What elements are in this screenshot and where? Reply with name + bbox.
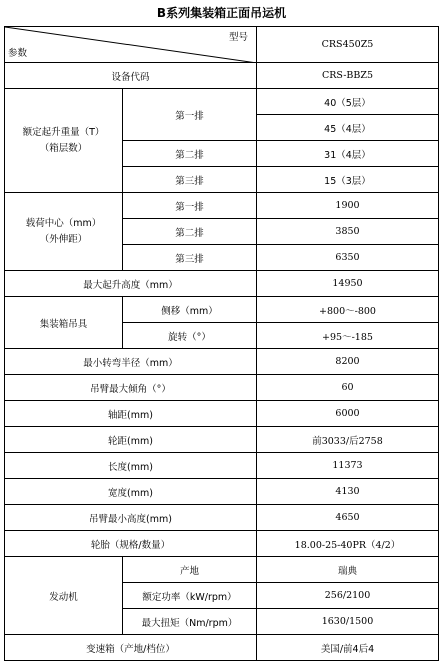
load-center-label-line2: （外伸距） [39, 233, 88, 245]
load-center-row3-label: 第三排 [123, 245, 257, 271]
table-row [5, 401, 439, 427]
tyres-label: 轮胎（规格/数量） [5, 531, 257, 557]
table-row [5, 505, 439, 531]
rated-lift-row1-value-b: 45（4层） [257, 115, 439, 141]
table-row [5, 557, 439, 583]
wheelbase-value: 6000 [257, 401, 439, 427]
page-title: B系列集装箱正面吊运机 [156, 6, 287, 20]
table-row [5, 271, 439, 297]
wheelbase-label: 轴距(mm) [5, 401, 257, 427]
rated-power-value: 256/2100 [257, 583, 439, 609]
max-lift-height-value: 14950 [257, 271, 439, 297]
rated-lift-row1-label: 第一排 [123, 89, 257, 141]
rated-lift-row3-label: 第三排 [123, 167, 257, 193]
table-row [5, 453, 439, 479]
table-row [5, 297, 439, 323]
boom-max-angle-label: 吊臂最大倾角（°） [5, 375, 257, 401]
rated-lift-row2-value: 31（4层） [257, 141, 439, 167]
min-turning-radius-label: 最小转弯半径（mm） [5, 349, 257, 375]
rated-lift-label [5, 89, 123, 193]
table-row [5, 89, 439, 115]
engine-label: 发动机 [5, 557, 123, 635]
model-value: CRS450Z5 [257, 27, 439, 63]
table-row [5, 193, 439, 219]
rated-lift-label-line1: 额定起升重量（T） [22, 126, 105, 138]
side-shift-label: 侧移（mm） [123, 297, 257, 323]
max-lift-height-label: 最大起升高度（mm） [5, 271, 257, 297]
max-torque-value: 1630/1500 [257, 609, 439, 635]
length-label: 长度(mm) [5, 453, 257, 479]
width-value: 4130 [257, 479, 439, 505]
rated-power-label: 额定功率（kW/rpm） [123, 583, 257, 609]
load-center-row2-value: 3850 [257, 219, 439, 245]
diagonal-line [5, 27, 257, 63]
spec-table [4, 26, 439, 661]
width-label: 宽度(mm) [5, 479, 257, 505]
spreader-label: 集装箱吊具 [5, 297, 123, 349]
rotation-value: +95～-185 [257, 323, 439, 349]
max-torque-label: 最大扭矩（Nm/rpm） [123, 609, 257, 635]
gearbox-value: 美国/前4后4 [257, 635, 439, 661]
table-row [5, 63, 439, 89]
tyres-value: 18.00-25-40PR（4/2） [257, 531, 439, 557]
table-row [5, 635, 439, 661]
table-row [5, 427, 439, 453]
table-header-row [5, 27, 439, 63]
boom-min-height-value: 4650 [257, 505, 439, 531]
rated-lift-row3-value: 15（3层） [257, 167, 439, 193]
table-row [5, 531, 439, 557]
load-center-row3-value: 6350 [257, 245, 439, 271]
boom-min-height-label: 吊臂最小高度(mm) [5, 505, 257, 531]
model-label: 型号 [228, 32, 248, 43]
rated-lift-row1-value-a: 40（5层） [257, 89, 439, 115]
load-center-label [5, 193, 123, 271]
side-shift-value: +800～-800 [257, 297, 439, 323]
equipment-code-value: CRS-BBZ5 [257, 63, 439, 89]
rated-lift-row2-label: 第二排 [123, 141, 257, 167]
track-label: 轮距(mm) [5, 427, 257, 453]
table-row [5, 375, 439, 401]
load-center-row1-value: 1900 [257, 193, 439, 219]
equipment-code-label: 设备代码 [5, 63, 257, 89]
rated-lift-label-line2: （箱层数） [39, 142, 88, 154]
boom-max-angle-value: 60 [257, 375, 439, 401]
gearbox-label: 变速箱（产地/档位） [5, 635, 257, 661]
length-value: 11373 [257, 453, 439, 479]
rotation-label: 旋转（°） [123, 323, 257, 349]
param-label: 参数 [8, 48, 28, 59]
load-center-row1-label: 第一排 [123, 193, 257, 219]
track-value: 前3033/后2758 [257, 427, 439, 453]
header-diagonal-cell [5, 27, 257, 63]
table-row [5, 349, 439, 375]
load-center-label-line1: 载荷中心（mm） [25, 217, 102, 229]
engine-origin-value: 瑞典 [257, 557, 439, 583]
load-center-row2-label: 第二排 [123, 219, 257, 245]
engine-origin-label: 产地 [123, 557, 257, 583]
table-row [5, 479, 439, 505]
min-turning-radius-value: 8200 [257, 349, 439, 375]
